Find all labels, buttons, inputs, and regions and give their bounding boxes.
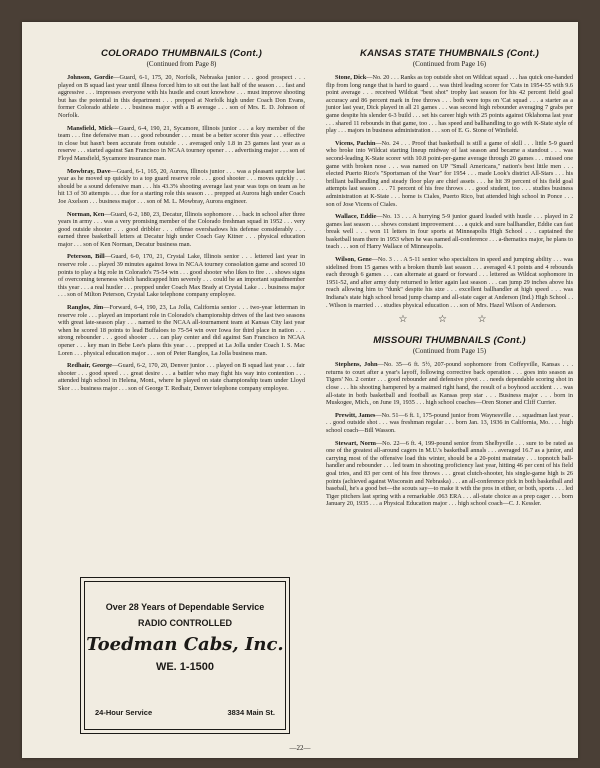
player-name: Stephens, John — [335, 361, 378, 369]
player-entry — [326, 412, 573, 435]
ad-headline: Over 28 Years of Dependable Service — [105, 602, 265, 612]
player-entry — [58, 168, 305, 206]
player-name: Ranglos, Jim — [67, 304, 104, 312]
player-name: Norman, Ken — [67, 210, 105, 218]
player-entry — [326, 256, 573, 309]
ad-inner-border — [84, 581, 286, 730]
player-bio: —Guard, 6-1, 165, 20, Aurora, Illinois junior . . . was a pleasant surprise last year as he moved up quickly to a top guard reserve role . . . good shooter . . . moves quickly . . . should be a sound defensive man . . . his 43.3% shooting average last year was tops on team as he hit 13 of 30 attempts . . . due for a starting role this season . . . prepped at Aurora high under Coach Joe Axelson . . . business major . . . son of M. L. Mowbray, Aurora engineer. — [58, 167, 305, 205]
kansas-state-thumbnails-heading: KANSAS STATE THUMBNAILS (Cont.) — [359, 48, 540, 59]
taxi-advertisement — [80, 577, 290, 734]
player-name: Stewart, Norm — [335, 439, 376, 447]
right-column — [326, 48, 573, 513]
magazine-page — [22, 22, 578, 758]
player-entry — [58, 304, 305, 357]
player-name: Prewitt, James — [335, 411, 376, 419]
player-bio: —No. 20 . . . Ranks as top outside shot on Wildcat squad . . . has quick one-handed flip from long range that is hard to guard . . . was third leading scorer for 'Cats in 1954-55 with 9.6 point average . . . received Wildcat "best shot" trophy last season for his 42 percent field goal accuracy and 86 percent mark in free throws . . . both were tops on 'Cat squad . . . a starter as a junior last year, Dick played in all 21 games . . . was second high rebounder averaging 7 grabs per game despite his slender 6-3 build . . . set his career high with 25 points against Oklahoma last year . . . shared 11 rebounds in that game, too . . . has speed and ballhandling to go with K-State style of play . . . majors in business administration . . . son of E. G. Stone of Winfield. — [326, 74, 574, 135]
player-entry — [326, 361, 573, 407]
ad-subheadline: RADIO CONTROLLED — [138, 618, 232, 628]
ad-footer — [95, 708, 275, 717]
missouri-entries — [326, 361, 573, 508]
ad-service-hours: 24-Hour Service — [95, 708, 153, 717]
player-name: Johnson, Gordie — [67, 74, 114, 81]
player-bio: —Guard, 6-1, 175, 20, Norfolk, Nebraska junior . . . good prospect . . . played on B squad last year until illness forced him to sit out the last half of the season . . . fast and aggressive . . . impresses everyone with his hustle and court knowhow . . . must improve shooting but has the potential in this department . . . prepped at Norfolk high under Coach Don Evans, former Colorado athlete . . . business major with a B average . . . son of Mrs. E. D. Johnson of Norfolk. — [58, 74, 306, 119]
continued-note: (Continued from Page 16) — [412, 60, 487, 68]
player-entry — [58, 211, 305, 249]
continued-note: (Continued from Page 15) — [412, 347, 487, 356]
player-bio: —No. 24 . . . Proof that basketball is still a game of skill . . . little 5-9 guard who broke into Wildcat starting lineup midway of last season and became a standout . . . was second-leading K-State scorer with 10.8 point-per-game average through 20 games . . . missed one game with broken nose . . . was named on UP "Small Americans," nation's best little men . . . elected Puerto Rico's "Sportsman of the Year" for 1954 . . . made Look's district All-Stars . . . his brilliant ballhandling and steady floor play are chief assets . . . he hit 39 percent of his field goal attempts last season . . . 71 percent of his free throws . . . good student, too . . . studies business administration at K-State . . . home is Ciales, Puerto Rico, but attended high school in Ponce . . . son of Jose Vicens of Ciales. — [326, 139, 573, 208]
player-entry — [326, 140, 573, 208]
player-name: Redhair, George — [67, 362, 112, 370]
player-name: Mansfield, Mick — [67, 124, 113, 132]
player-entry — [58, 74, 305, 120]
missouri-thumbnails-heading: MISSOURI THUMBNAILS (Cont.) — [373, 335, 526, 347]
player-bio: —No. 22—6 ft. 4, 199-pound senior from Shelbyville . . . sure to be rated as one of the greatest all-around cagers in M.U.'s basketball annals . . . averaged 16.7 as a junior, and carrying most of the offensive load this winter, should be a 20-point mainstay . . . topnotch ball-handler and rebounder . . . led team in shooting proficiency last year, hitting 46 per cent of his field goal tries, and 83 per cent of his free throws . . . great clutch-shooter, his single-game high is 26 points (achieved against Wisconsin and Nebraska) . . . an all-conference pick in both basketball and baseball, he's a good bet—the scouts say—to make it with the pros in either, or both, sports . . . led Tiger pitchers last spring with a remarkable .063 ERA . . . all-state choice as a prep cager . . . born January 20, 1935 . . . a Physical Education major . . . high school coach—C. J. Kessler. — [326, 439, 573, 508]
player-bio: —Forward, 6-4, 190, 23, La Jolla, California senior . . . two-year letterman in reserve role . . . played an important role in Colorado's championship drives of the last two seasons with great late-season play . . . named to the NCAA all-tournament team at Kansas City last year when he scored 18 points to lead Buffaloes to 75-54 win over Iowa for third place in nation . . . strong rebounder . . . good shooter . . . can play center and did against San Francisco in NCAA opener . . . key man in Bebe Lee's plans this year . . . prepped at La Jolla under Coach I. S. Mac Loren . . . physical education major . . . son of Peter Ranglos, La Jolla business man. — [58, 304, 305, 357]
player-bio: —Guard, 6-2, 170, 20, Denver junior . . . played on B squad last year . . . fair shooter . . . good speed . . . great desire . . . a battler who may fight his way into contention . . . attended high school in Helena, Mont., where he played on state championship team under Lloyd Skor . . . business major . . . son of George T. Redhair, Denver telephone company employee. — [58, 362, 305, 392]
player-name: Vicens, Pachin — [335, 139, 376, 147]
player-entry — [326, 74, 573, 135]
section-divider-stars: ☆ ☆ ☆ — [398, 314, 501, 326]
kansas-state-entries — [326, 74, 573, 309]
ad-company-logo: Toedman Cabs, Inc. — [86, 634, 284, 655]
colorado-thumbnails-heading: COLORADO THUMBNAILS (Cont.) — [100, 48, 262, 59]
player-name: Stone, Dick — [335, 74, 367, 81]
player-entry — [58, 253, 305, 299]
player-bio: —No. 35—6 ft. 5½, 207-pound sophomore from Coffeyville, Kansas . . . returns to court after a year's layoff, following corrective back operation . . . goes into season as Tigers' No. 2 center . . . good rebounder and defensive pivot . . . needs dependable scoring shot in close . . . his shooting hampered by a maimed right hand, the result of a boyhood accident . . . was all-state in both basketball and football as Kansas prep star . . . Business major . . . born in Muskogee, Mich., on June 19, 1935 . . . high school coaches—Oren Stoner and Cliff Currier. — [326, 361, 573, 407]
player-entry — [58, 362, 305, 392]
left-column — [58, 48, 305, 398]
player-name: Wallace, Eddie — [335, 213, 377, 221]
player-bio: —No. 3 . . . A 5-11 senior who specializes in speed and jumping ability . . . was sidelined from 15 games with a broken thumb last season . . . averaged 4.1 points and 4 rebounds each through 6 games . . . can alternate at guard or forward . . . lettered as Wildcat sophomore in 1951-52, and after army duty returned to letter again last season . . . can jump 29 inches above his reach allowing him to "dunk" despite his size . . . excellent ballhandler at high speed . . . was Indiana's state high school broad jump champ and all-state cager at Anderson (Ind.) High School . . . Wilson is married . . . studies physical education . . . son of Mrs. Hazel Wilson of Anderson. — [326, 256, 573, 309]
colorado-entries — [58, 74, 305, 393]
player-entry — [58, 125, 305, 163]
player-name: Peterson, Bill — [67, 253, 105, 261]
player-bio: —Guard, 6-0, 170, 21, Crystal Lake, Illinois senior . . . lettered last year in reserve role . . . played 39 minutes against Iowa in NCAA tourney consolation game and scored 10 points to play a big role in Colorado's 75-54 win . . . good shooter who likes to fire . . . shows signs of overcoming teneness which handicapped him severely . . . could be an important squadmember this year . . . a real hustler . . . prepped under Coach Max Brady at Crystal Lake . . . business major . . . son of Milton Peterson, Crystal Lake telephone company employee. — [58, 253, 305, 299]
continued-note: (Continued from Page 8) — [146, 60, 217, 68]
player-bio: —Guard, 6-4, 190, 21, Sycamore, Illinois junior . . . a key member of the team . . . fine defensive man . . . good rebounder . . . must be a better scorer this year . . . effective in close but hasn't been accurate from outside . . . averaged only 1.8 in 23 games last year as a reserve . . . started against San Francisco in NCAA tourney opener . . . advertising major . . . son of Floyd Mansfield, Sycamore insurance man. — [58, 124, 305, 162]
ad-address: 3834 Main St. — [227, 708, 275, 717]
player-name: Wilson, Gene — [335, 256, 372, 264]
player-entry — [326, 213, 573, 251]
player-bio: —No. 13 . . . A hurrying 5-9 junior guard loaded with hustle . . . played in 2 games last season . . . shows constant improvement . . . a quick and sure ballhandler, Eddie can fast break well . . . won 11 letters in four sports at Minneapolis High School . . . captained the basketball team there in 1953 when he was named all-conference . . . a-thematics major, he plans to teach . . . son of Harry Wallace of Minneapolis. — [326, 213, 573, 251]
player-entry — [326, 440, 573, 508]
player-name: Mowbray, Dave — [67, 167, 111, 175]
ad-phone-number: WE. 1-1500 — [155, 661, 215, 673]
player-bio: —No. 51—6 ft. 1, 175-pound junior from Waynesville . . . squadman last year . . . good outside shot . . . was freshman regular . . . born Jan. 13, 1936 in California, Mo. . . . high school coach—Bill Wasson. — [326, 411, 574, 434]
player-bio: —Guard, 6-2, 180, 23, Decatur, Illinois sophomore . . . back in school after three years in army . . . was a very promising member of the Colorado freshman squad in 1952 . . . very good outside shooter . . . good dribbler . . . offense overshadows his defense considerably . . . earned three basketball letters at Decatur high under Coach Gay Kitner . . . physical education major . . . son of Ken Norman, Decatur business man. — [58, 210, 306, 248]
page-number: —22— — [289, 744, 311, 752]
